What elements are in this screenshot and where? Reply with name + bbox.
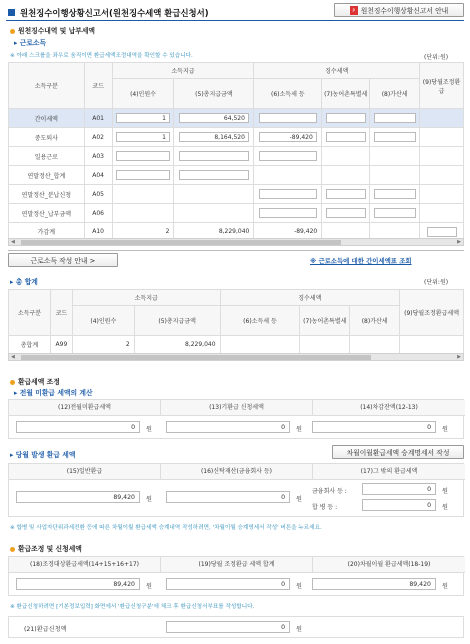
col-addtax: (8)가산세 bbox=[350, 306, 400, 336]
section2-title: ▸ 총 합계 bbox=[10, 278, 38, 286]
table-row bbox=[9, 204, 464, 223]
label-f14: (14)차감잔액(12-13) bbox=[313, 400, 465, 416]
tax-input[interactable] bbox=[259, 189, 317, 199]
col-rural: (7)농어촌특별세 bbox=[300, 306, 350, 336]
f14-unit: 원 bbox=[442, 426, 448, 433]
total-input[interactable] bbox=[179, 151, 249, 161]
section4-note: ※ 환급신청하려면 [기본정보입력] 화면에서 '환급신청구분'에 체크 후 환급신청서부표를 작성합니다. bbox=[10, 604, 255, 610]
addtax-input[interactable] bbox=[374, 208, 416, 218]
col-income-tax: (6)소득세 등 bbox=[220, 306, 300, 336]
label-f21: (21)환급신청액 bbox=[24, 626, 67, 633]
adjusted-input[interactable] bbox=[427, 227, 457, 237]
tax-input[interactable]: -89,420 bbox=[259, 132, 317, 142]
col-income-group: 소득지급 bbox=[72, 290, 220, 306]
addtax-input[interactable] bbox=[374, 132, 416, 142]
title-marker bbox=[8, 9, 15, 16]
rural-input[interactable] bbox=[326, 208, 366, 218]
row-code: A10 bbox=[84, 223, 112, 241]
row-name: 가감계 bbox=[9, 223, 85, 241]
scroll-thumb[interactable] bbox=[21, 355, 371, 360]
label-f20: (20)차월이월 환급세액(18-19) bbox=[313, 557, 465, 573]
col-tax-group: 징수세액 bbox=[220, 290, 400, 306]
col-total: (5)총지급금액 bbox=[134, 306, 220, 336]
section4-title: 환급조정 및 신청세액 bbox=[10, 543, 82, 553]
sum-people: 2 bbox=[112, 223, 174, 241]
table-row bbox=[9, 147, 464, 166]
refund-adjust-box bbox=[8, 556, 464, 596]
title-divider bbox=[6, 20, 464, 21]
col-adjusted: (9)당월조정환급 bbox=[420, 63, 464, 109]
row-code: A03 bbox=[84, 147, 112, 166]
row-name: 중도퇴사 bbox=[9, 128, 85, 147]
scroll-right-icon[interactable]: ▶ bbox=[457, 354, 461, 360]
section1-unit: (단위:원) bbox=[424, 54, 449, 61]
label-f15: (15)일반환급 bbox=[9, 464, 161, 480]
merge-unit: 원 bbox=[442, 504, 448, 511]
row-code: A04 bbox=[84, 166, 112, 185]
section3-sub2: ▸ 당월 발생 환급 세액 bbox=[10, 451, 76, 459]
table-scrollbar[interactable] bbox=[8, 238, 464, 246]
row-name: 연말정산_합계 bbox=[9, 166, 85, 185]
table-row bbox=[9, 128, 464, 147]
sum-tax: -89,420 bbox=[254, 223, 322, 241]
total-scrollbar[interactable] bbox=[8, 353, 464, 361]
pdf-icon: P bbox=[350, 6, 358, 15]
f20-value: 89,420 bbox=[312, 578, 436, 590]
col-code: 코드 bbox=[84, 63, 112, 109]
col-addtax: (8)가산세 bbox=[370, 79, 420, 109]
f16-unit: 원 bbox=[296, 496, 302, 503]
tax-input[interactable] bbox=[259, 113, 317, 123]
col-type: 소득구분 bbox=[9, 290, 51, 336]
col-type: 소득구분 bbox=[9, 63, 85, 109]
row-code: A05 bbox=[84, 185, 112, 204]
merge-input[interactable]: 0 bbox=[362, 499, 436, 511]
addtax-input[interactable] bbox=[374, 189, 416, 199]
col-adjusted: (9)당월조정환급세액 bbox=[400, 290, 464, 336]
divider bbox=[8, 250, 464, 251]
label-f12: (12)전월미환급세액 bbox=[9, 400, 161, 416]
f21-value: 0 bbox=[166, 621, 290, 633]
tax-input[interactable] bbox=[259, 151, 317, 161]
section3-title: 환급세액 조정 bbox=[10, 376, 60, 386]
f15-value: 89,420 bbox=[16, 491, 140, 503]
fin-unit: 원 bbox=[442, 488, 448, 495]
section1-sub: ▸ 근로소득 bbox=[14, 39, 47, 47]
f14-value: 0 bbox=[312, 421, 436, 433]
fin-input[interactable]: 0 bbox=[362, 483, 436, 495]
guide-button[interactable] bbox=[334, 3, 464, 17]
scroll-thumb[interactable] bbox=[21, 240, 341, 245]
col-people: (4)인원수 bbox=[112, 79, 174, 109]
total-input[interactable] bbox=[179, 170, 249, 180]
col-tax-group: 징수세액 bbox=[254, 63, 420, 79]
row-code: A06 bbox=[84, 204, 112, 223]
tax-input[interactable] bbox=[259, 208, 317, 218]
row-code: A99 bbox=[50, 336, 72, 354]
label-f16: (16)신탁재산(금융회사 등) bbox=[161, 464, 313, 480]
section3-note: ※ 합병 및 사업자단위과세전환 등에 따른 차월이월 환급세액 승계내역 작성하려면, '차월이월 승계명세서 작성' 버튼을 누르세요. bbox=[10, 525, 322, 531]
scroll-left-icon[interactable]: ◀ bbox=[11, 239, 15, 245]
row-name: 연말정산_분납신청 bbox=[9, 185, 85, 204]
section1-title: 원천징수내역 및 납부세액 bbox=[10, 25, 95, 35]
row-name: 일용근로 bbox=[9, 147, 85, 166]
addtax-input[interactable] bbox=[374, 113, 416, 123]
income-guide-button[interactable]: 근로소득 작성 안내 > bbox=[8, 253, 118, 267]
scroll-left-icon[interactable]: ◀ bbox=[11, 354, 15, 360]
label-f17: (17)그 밖의 환급세액 bbox=[313, 464, 465, 480]
carry-over-button[interactable]: 차월이월환급세액 승계명세서 작성 bbox=[332, 445, 464, 459]
f13-input[interactable]: 0 bbox=[166, 421, 290, 433]
simple-tax-table-link[interactable]: ※ 근로소득에 대한 간이세액표 조회 bbox=[310, 257, 412, 265]
section1-note: ※ 아래 스크롤을 좌우로 움직이면 환급세액조정내역을 확인할 수 있습니다. bbox=[10, 53, 193, 59]
row-code: A02 bbox=[84, 128, 112, 147]
people-input[interactable]: 1 bbox=[116, 113, 170, 123]
f19-value: 0 bbox=[166, 578, 290, 590]
rural-input[interactable] bbox=[326, 132, 366, 142]
total-table bbox=[8, 289, 464, 354]
f21-unit: 원 bbox=[296, 626, 302, 633]
total-input[interactable]: 64,520 bbox=[179, 113, 249, 123]
merge-label: 합 병 등 : bbox=[312, 504, 338, 511]
f12-input[interactable]: 0 bbox=[16, 421, 140, 433]
people-input[interactable]: 1 bbox=[116, 132, 170, 142]
col-code: 코드 bbox=[50, 290, 72, 336]
rural-input[interactable] bbox=[326, 189, 366, 199]
people-input[interactable] bbox=[116, 170, 170, 180]
f12-unit: 원 bbox=[146, 426, 152, 433]
f15-unit: 원 bbox=[146, 496, 152, 503]
row-code: A01 bbox=[84, 109, 112, 128]
fin-label: 금융회사 등 : bbox=[312, 488, 347, 495]
row-name: 총합계 bbox=[9, 336, 51, 354]
table-row bbox=[9, 336, 464, 354]
col-income-tax: (6)소득세 등 bbox=[254, 79, 322, 109]
label-f18: (18)조정대상환급세액(14+15+16+17) bbox=[9, 557, 161, 573]
row-name: 간이세액 bbox=[9, 109, 85, 128]
label-f13: (13)기환급 신청세액 bbox=[161, 400, 313, 416]
row-name: 연말정산_납부금액 bbox=[9, 204, 85, 223]
people-input[interactable] bbox=[116, 151, 170, 161]
label-f19: (19)당월 조정환급 세액 합계 bbox=[161, 557, 313, 573]
page-title: 원천징수이행상황신고서(원천징수세액 환급신청서) bbox=[20, 8, 209, 18]
section3-sub1: ▸ 전월 미환급 세액의 계산 bbox=[14, 389, 93, 397]
f18-unit: 원 bbox=[146, 583, 152, 590]
sum-total: 8,229,040 bbox=[134, 336, 220, 354]
scroll-right-icon[interactable]: ▶ bbox=[457, 239, 461, 245]
sum-total: 8,229,040 bbox=[174, 223, 254, 241]
table-row bbox=[9, 185, 464, 204]
col-rural: (7)농어촌특별세 bbox=[322, 79, 370, 109]
col-income-group: 소득지급 bbox=[112, 63, 254, 79]
f19-unit: 원 bbox=[296, 583, 302, 590]
rural-input[interactable] bbox=[326, 113, 366, 123]
col-people: (4)인원수 bbox=[72, 306, 134, 336]
guide-button-label: 원천징수이행상황신고서 안내 bbox=[360, 7, 449, 15]
col-total: (5)총지급금액 bbox=[174, 79, 254, 109]
income-table bbox=[8, 62, 464, 241]
total-input[interactable]: 8,164,520 bbox=[179, 132, 249, 142]
f20-unit: 원 bbox=[442, 583, 448, 590]
refund-calc-box bbox=[8, 399, 464, 439]
table-row bbox=[9, 166, 464, 185]
f13-unit: 원 bbox=[296, 426, 302, 433]
table-row bbox=[9, 109, 464, 128]
f18-value: 89,420 bbox=[16, 578, 140, 590]
f16-input[interactable]: 0 bbox=[166, 491, 290, 503]
section2-unit: (단위:원) bbox=[424, 279, 449, 286]
sum-people: 2 bbox=[72, 336, 134, 354]
